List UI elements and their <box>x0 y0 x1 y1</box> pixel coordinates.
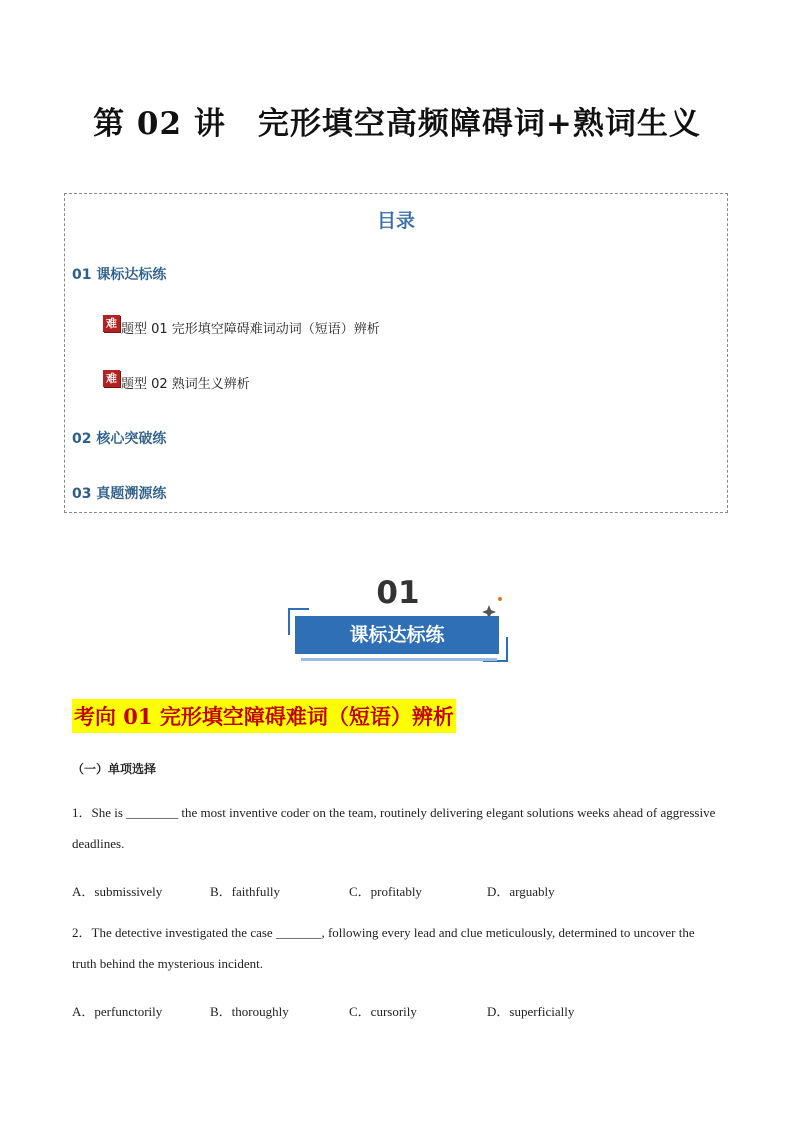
option-b[interactable]: B．thoroughly <box>210 1004 289 1019</box>
banner-label: 课标达标练 <box>349 624 445 646</box>
option-d[interactable]: D．superficially <box>487 1004 575 1019</box>
toc-subitem-1[interactable] <box>103 318 380 337</box>
banner-number: 01 <box>376 575 420 611</box>
section-heading: 考向 01 完形填空障碍难词（短语）辨析 <box>72 699 456 733</box>
question-1-stem: 1．She is ________ the most inventive coder on the team, routinely delivering elegant solutions weeks ahead of aggressive deadlines. <box>72 805 716 851</box>
option-c[interactable]: C．cursorily <box>349 1004 417 1019</box>
toc-subitem-label: 题型 02 熟词生义辨析 <box>121 377 250 392</box>
difficulty-badge-icon: 难 <box>103 315 120 332</box>
option-a[interactable]: A．submissively <box>72 884 163 899</box>
toc-heading: 目录 <box>376 210 415 232</box>
toc-section-1[interactable]: 01 课标达标练 <box>72 267 167 283</box>
option-b[interactable]: B．faithfully <box>210 884 281 899</box>
subheading: （一）单项选择 <box>72 762 157 776</box>
toc-subitem-label: 题型 01 完形填空障碍难词动词（短语）辨析 <box>121 322 380 337</box>
toc-subitem-2[interactable] <box>103 373 250 392</box>
difficulty-badge-icon: 难 <box>103 370 120 387</box>
table-of-contents <box>64 193 728 513</box>
toc-section-3[interactable]: 03 真题溯源练 <box>72 486 167 502</box>
option-c[interactable]: C．profitably <box>349 884 422 899</box>
section-banner <box>287 575 509 665</box>
page-title: 第 02 讲 完形填空高频障碍词+熟词生义 <box>93 106 701 142</box>
toc-section-2[interactable]: 02 核心突破练 <box>72 431 167 447</box>
option-a[interactable]: A．perfunctorily <box>72 1004 163 1019</box>
question-2-stem: 2．The detective investigated the case _______, following every lead and clue meticulously, determined to uncover the truth behind the mysterious incident. <box>72 925 695 971</box>
option-d[interactable]: D．arguably <box>487 884 555 899</box>
